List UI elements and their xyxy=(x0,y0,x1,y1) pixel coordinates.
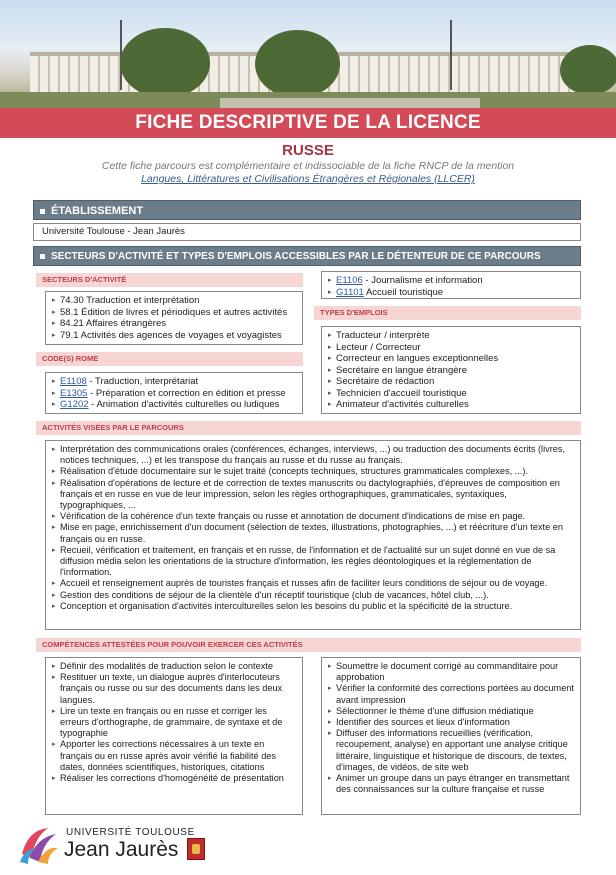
codes-rome-right-box xyxy=(321,271,581,299)
rome-code-text: Accueil touristique xyxy=(363,286,444,298)
list-item: ▸ Soumettre le document corrigé au commanditaire pour approbation xyxy=(328,661,574,683)
codes-rome-right-list xyxy=(328,275,574,298)
secteurs-list-box xyxy=(45,291,303,345)
list-item xyxy=(52,399,296,411)
secteurs-section-header xyxy=(33,246,581,266)
list-item xyxy=(328,275,574,287)
list-item: ▸ Définir des modalités de traduction selon le contexte xyxy=(52,661,296,672)
rome-code-link[interactable]: E1108 xyxy=(60,376,87,387)
secteurs-section-title: SECTEURS D'ACTIVITÉ ET TYPES D'EMPLOIS ACCESSIBLES PAR LE DÉTENTEUR DE CE PARCOURS xyxy=(51,251,541,262)
list-item: ▸ Secrétaire de rédaction xyxy=(328,376,574,388)
list-item: ▸ Conception et organisation d'activités interculturelles selon les besoins du public et la spécificité de la structure. xyxy=(52,601,574,612)
list-item xyxy=(328,287,574,299)
parcours-subtitle: RUSSE xyxy=(282,142,334,159)
list-item: ▸ 84.21 Affaires étrangères xyxy=(52,318,296,330)
list-item: ▸ Diffuser des informations recueillies (vérification, recoupement, analyse) en apportant une analyse critique littéraire, linguistique et historique de discours, de textes, d'images, de vidéos, de site web xyxy=(328,728,574,773)
etablissement-header xyxy=(33,200,581,220)
competences-left-list xyxy=(52,661,296,784)
competences-left-box xyxy=(45,657,303,815)
list-item: ▸ Lire un texte en français ou en russe et corriger les erreurs d'orthographe, de grammaire, de syntaxe et de typographie xyxy=(52,706,296,740)
list-item: ▸ Animateur d'activités culturelles xyxy=(328,399,574,411)
rome-code-link[interactable]: E1106 xyxy=(336,275,363,286)
list-item: ▸ 79.1 Activités des agences de voyages et voyagistes xyxy=(52,330,296,342)
list-item: ▸ Sélectionner le thème d'une diffusion médiatique xyxy=(328,706,574,717)
list-item xyxy=(52,388,296,400)
competences-label: COMPÉTENCES ATTESTÉES POUR POUVOIR EXERCER CES ACTIVITÉS xyxy=(36,638,581,652)
list-item: ▸ Accueil et renseignement auprès de touristes français et russes afin de faciliter leurs conditions de séjour ou de voyage. xyxy=(52,578,574,589)
rome-code-link[interactable]: G1202 xyxy=(60,399,89,410)
rome-code-text: - Animation d'activités culturelles ou ludiques xyxy=(88,399,280,410)
list-item: ▸ Traducteur / interprète xyxy=(328,330,574,342)
list-item: ▸ Réalisation d'opérations de lecture et de correction de textes manuscrits ou dactylographiés, d'épreuves de composition en français et en russe en vue de leur impression, selon les règles orthographiques, grammaticales, syntaxiques, typographiques, ... xyxy=(52,478,574,512)
codes-rome-label: CODE(S) ROME xyxy=(36,352,303,366)
list-item: ▸ Mise en page, enrichissement d'un document (sélection de textes, illustrations, photographies, ...) et réécriture d'un texte en français ou en russe. xyxy=(52,522,574,544)
list-item xyxy=(52,376,296,388)
seal-icon xyxy=(187,838,205,860)
rome-code-text: - Traduction, interprétariat xyxy=(86,376,199,387)
secteurs-list xyxy=(52,295,296,341)
rome-code-link[interactable]: G1101 xyxy=(336,286,364,298)
rome-code-text: - Préparation et correction en édition et presse xyxy=(87,387,286,399)
tree xyxy=(560,45,616,95)
square-bullet-icon xyxy=(40,209,45,214)
campus-photo xyxy=(0,0,616,108)
list-item: ▸ Secrétaire en langue étrangère xyxy=(328,365,574,377)
lamp-pole xyxy=(450,20,452,90)
list-item: ▸ Lecteur / Correcteur xyxy=(328,342,574,354)
list-item: ▸ 58.1 Édition de livres et périodiques et autres activités xyxy=(52,307,296,319)
list-item: ▸ Animer un groupe dans un pays étranger en transmettant des connaissances sur la culture française et russe xyxy=(328,773,574,795)
list-item: ▸ Vérification de la cohérence d'un texte français ou russe et annotation de document d'indications de mise en page. xyxy=(52,511,574,522)
codes-rome-list xyxy=(52,376,296,411)
types-emplois-list xyxy=(328,330,574,411)
university-logo-icon xyxy=(18,824,60,866)
activites-label: ACTIVITÉS VISÉES PAR LE PARCOURS xyxy=(36,421,581,435)
logo-main-text: Jean Jaurès xyxy=(64,838,179,861)
list-item: ▸ Gestion des conditions de séjour de la clientèle d'un réceptif touristique (club de vacances, hôtel club, ...). xyxy=(52,590,574,601)
list-item: ▸ Interprétation des communications orales (conférences, échanges, interviews, ...) ou traduction des documents écrits (livres, notices techniques, ...) et les transpose du français au russe et du russe au français. xyxy=(52,444,574,466)
competences-right-box xyxy=(321,657,581,815)
activites-list xyxy=(52,444,574,612)
competences-right-list xyxy=(328,661,574,795)
tree xyxy=(120,28,210,98)
list-item: ▸ Réaliser les corrections d'homogénéité de présentation xyxy=(52,773,296,784)
list-item: ▸ Réalisation d'étude documentaire sur le sujet traité (concepts techniques, structures grammaticales complexes, ...). xyxy=(52,466,574,477)
path xyxy=(220,98,480,108)
types-emplois-box xyxy=(321,326,581,414)
codes-rome-box xyxy=(45,372,303,414)
list-item: ▸ Apporter les corrections nécessaires à un texte en français ou en russe après avoir vérifié la fiabilité des dates, données scientifiques, historiques, citations xyxy=(52,739,296,773)
tree xyxy=(255,30,340,98)
rome-code-text: - Journalisme et information xyxy=(362,275,483,286)
logo-top-text: UNIVERSITÉ TOULOUSE xyxy=(66,827,195,838)
mention-link[interactable]: Langues, Littératures et Civilisations Étrangères et Régionales (LLCER) xyxy=(141,173,475,185)
list-item: ▸ Technicien d'accueil touristique xyxy=(328,388,574,400)
etablissement-value: Université Toulouse - Jean Jaurès xyxy=(42,226,185,237)
list-item: ▸ Vérifier la conformité des corrections portées au document avant impression xyxy=(328,683,574,705)
list-item: ▸ Recueil, vérification et traitement, en français et en russe, de l'information et de l'actualité sur un sujet donné en vue de sa diffusion média selon les orientations de la structure d'information, les règles déontologiques et la réglementation de l'information. xyxy=(52,545,574,579)
rome-code-link[interactable]: E1305 xyxy=(60,387,88,399)
list-item: ▸ 74.30 Traduction et interprétation xyxy=(52,295,296,307)
list-item: ▸ Restituer un texte, un dialogue auprès d'interlocuteurs français ou russe ou sur des documents dans les deux langues. xyxy=(52,672,296,706)
list-item: ▸ Identifier des sources et lieux d'information xyxy=(328,717,574,728)
types-emplois-label: TYPES D'EMPLOIS xyxy=(314,306,581,320)
etablissement-title: ÉTABLISSEMENT xyxy=(51,205,144,217)
etablissement-value-box xyxy=(33,223,581,241)
square-bullet-icon xyxy=(40,254,45,259)
intro-line-1: Cette fiche parcours est complémentaire et indissociable de la fiche RNCP de la mention xyxy=(101,160,515,172)
intro-text xyxy=(60,160,556,186)
page-title-banner: FICHE DESCRIPTIVE DE LA LICENCE xyxy=(0,108,616,138)
list-item: ▸ Correcteur en langues exceptionnelles xyxy=(328,353,574,365)
activites-box xyxy=(45,440,581,630)
secteurs-label: SECTEURS D'ACTIVITÉ xyxy=(36,273,303,287)
